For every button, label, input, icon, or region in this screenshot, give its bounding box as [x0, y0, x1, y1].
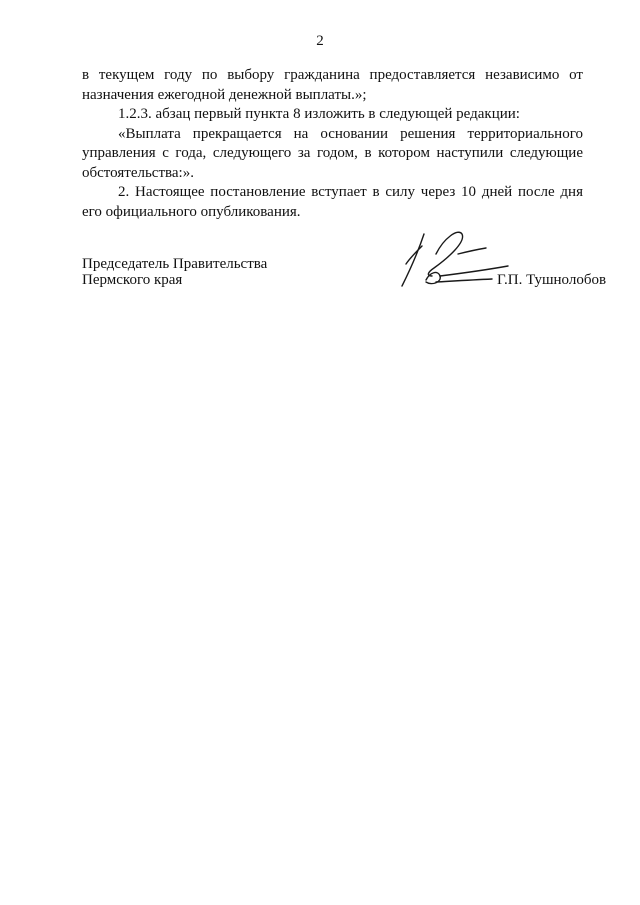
- paragraph-continuation: в текущем году по выбору гражданина предоставляется независимо от назначения ежегодной денежной выплаты.»;: [82, 67, 583, 103]
- paragraph-quoted-amendment: «Выплата прекращается на основании решения территориального управления с года, следующего за годом, в котором наступили следующие обстоятельства:».: [82, 125, 583, 181]
- signatory-name: Г.П. Тушнолобов: [497, 272, 607, 288]
- paragraph-clause-1-2-3: 1.2.3. абзац первый пункта 8 изложить в следующей редакции:: [118, 106, 520, 122]
- page-number: 2: [316, 33, 324, 49]
- signatory-title: [82, 257, 267, 288]
- signatory-title-line-2: Пермского края: [82, 271, 183, 288]
- paragraph-entry-into-force: 2. Настоящее постановление вступает в силу через 10 дней после дня его официального опубликования.: [82, 184, 583, 220]
- document-body: [82, 66, 583, 222]
- signatory-title-line-1: Председатель Правительства: [82, 256, 268, 272]
